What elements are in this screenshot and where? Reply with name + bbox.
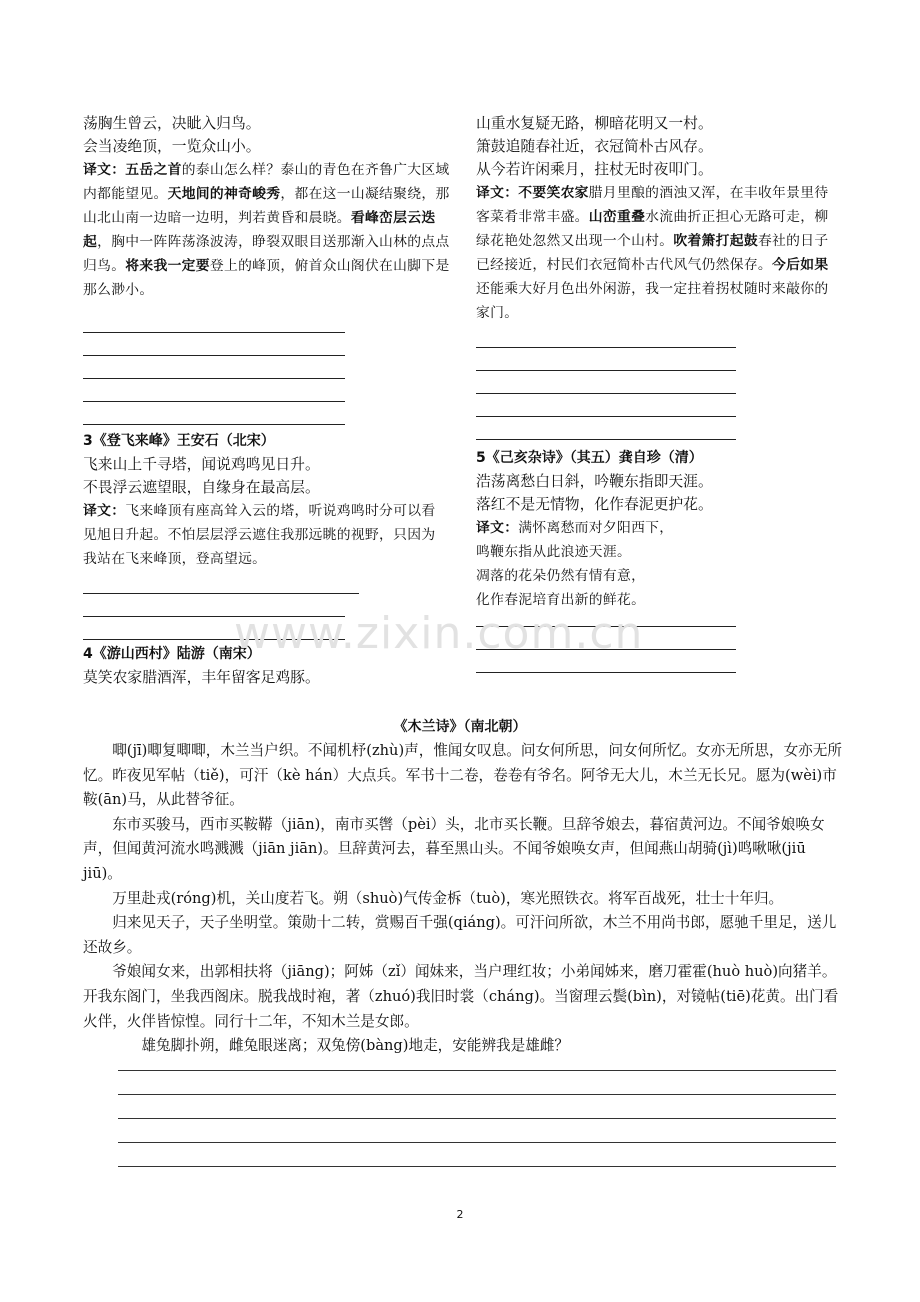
answer-line — [83, 316, 345, 333]
translation-emphasis: 译文： — [83, 503, 126, 519]
poem-paragraph: 万里赴戎(róng)机，关山度若飞。朔（shuò)气传金柝（tuò)，寒光照铁衣。将军百战死，壮士十年归。 — [112, 889, 784, 907]
poem-paragraph: 东市买骏马，西市买鞍鞯（jiān)，南市买辔（pèi）头，北市买长鞭。旦辞爷娘去，暮宿黄河边。不闻爷娘唤女声，但闻黄河流水鸣溅溅（jiān jiān)。旦辞黄河去，暮至黑山头。不闻爷娘唤女声，但闻燕山胡骑(jì)鸣啾啾(jiū jiū)。 — [83, 815, 825, 882]
poem-title: 4《游山西村》陆游（南宋） — [83, 646, 261, 662]
translation-emphasis: 将来我一定要 — [125, 258, 210, 274]
answer-line — [476, 394, 736, 417]
translation-text: 飞来峰顶有座高耸入云的塔，听说鸡鸣时分可以看见旭日升起。不怕层层浮云遮住我那远眺的视野，只因为我站在飞来峰顶，登高望远。 — [83, 503, 436, 567]
translation-emphasis: 吹着箫打起鼓 — [673, 233, 758, 249]
poem-title: 5《己亥杂诗》（其五）龚自珍（清） — [476, 450, 703, 466]
poem-line: 不畏浮云遮望眼，自缘身在最高层。 — [83, 479, 320, 496]
translation-emphasis: 天地间的神奇峻秀 — [167, 186, 281, 202]
translation-text: 的泰山怎么样？泰山的青色在齐鲁广大区域内都能望见。 — [83, 162, 450, 202]
translation-label: 译文： — [476, 520, 519, 536]
translation-text: ，胸中一阵阵荡涤波涛，睁裂双眼目送那渐入山林的点点归鸟。 — [83, 234, 450, 274]
answer-line — [83, 356, 345, 379]
poem-title: 3《登飞来峰》王安石（北宋） — [83, 433, 275, 449]
left-column — [83, 112, 463, 689]
answer-line — [476, 417, 736, 440]
poem-line: 浩荡离愁白日斜，吟鞭东指即天涯。 — [476, 473, 713, 490]
translation-line: 满怀离愁而对夕阳西下， — [518, 520, 674, 536]
poem-line: 从今若许闲乘月，拄杖无时夜叩门。 — [476, 161, 713, 178]
translation-text: 水流曲折正担心无路可走，柳绿花艳处忽然又出现一个山村。 — [476, 209, 829, 249]
translation-line: 凋落的花朵仍然有情有意， — [476, 568, 646, 584]
translation-emphasis: 今后如果 — [772, 257, 829, 273]
poem-line: 飞来山上千寻塔，闻说鸡鸣见日升。 — [83, 456, 320, 473]
page-number: 2 — [456, 1208, 464, 1221]
translation-text: 春社的日子已经接近，村民们衣冠简朴古代风气仍然保存。 — [476, 233, 829, 273]
poem-line: 荡胸生曾云，决眦入归鸟。 — [83, 115, 261, 132]
answer-lines — [118, 1070, 836, 1167]
translation-line: 化作春泥培育出新的鲜花。 — [476, 592, 646, 608]
answer-line — [83, 402, 345, 425]
translation — [83, 499, 443, 571]
answer-line — [83, 333, 345, 356]
translation — [476, 516, 856, 540]
translation-text: 还能乘大好月色出外闲游，我一定拄着拐杖随时来敲你的家门。 — [476, 281, 829, 321]
poem-paragraph: 雄兔脚扑朔，雌兔眼迷离；双兔傍(bàng)地走，安能辨我是雄雌？ — [141, 1037, 570, 1055]
poem-line: 山重水复疑无路，柳暗花明又一村。 — [476, 115, 713, 132]
answer-line — [476, 348, 736, 371]
translation-line: 鸣鞭东指从此浪迹天涯。 — [476, 544, 632, 560]
answer-line — [83, 571, 359, 594]
watermark: www.zixin.com.cn — [234, 608, 644, 659]
poem-line: 落红不是无情物，化作春泥更护花。 — [476, 496, 713, 513]
answer-line — [476, 331, 736, 348]
translation-text: 腊月里酿的酒浊又浑，在丰收年景里待客菜肴非常丰盛。 — [476, 185, 829, 225]
translation-emphasis: 译文：五岳之首 — [83, 162, 182, 178]
translation-text: 登上的峰顶，俯首众山阁伏在山脚下是那么渺小。 — [83, 258, 450, 298]
translation — [476, 181, 838, 325]
answer-line — [118, 1119, 836, 1143]
answer-line — [476, 371, 736, 394]
answer-line — [118, 1071, 836, 1095]
poem-line: 箫鼓追随春社近，衣冠简朴古风存。 — [476, 138, 713, 155]
translation-emphasis: 山峦重叠 — [588, 209, 646, 225]
right-column — [476, 112, 856, 673]
poem-paragraph: 唧(jī)唧复唧唧，木兰当户织。不闻机杼(zhù)声，惟闻女叹息。问女何所思，问女何所忆。女亦无所思，女亦无所忆。昨夜见军帖（tiě)，可汗（kè hán）大点兵。军书十二卷，卷卷有爷名。阿爷无大儿，木兰无长兄。愿为(wèi)市鞍(ān)马，从此替爷征。 — [83, 742, 842, 809]
poem-line: 会当凌绝顶，一览众山小。 — [83, 138, 261, 155]
answer-line — [118, 1143, 836, 1167]
mulan-poem — [83, 739, 843, 1059]
translation-emphasis: 译文：不要笑农家 — [476, 185, 589, 201]
section-title: 《木兰诗》（南北朝） — [393, 719, 527, 735]
poem-line: 莫笑农家腊酒浑，丰年留客足鸡豚。 — [83, 669, 320, 686]
translation — [83, 158, 455, 302]
poem-paragraph: 爷娘闻女来，出郭相扶将（jiāng)；阿姊（zǐ）闻妹来，当户理红妆；小弟闻姊来，磨刀霍霍(huò huò)向猪羊。开我东阁门，坐我西阁床。脱我战时袍，著（zhuó)我旧时裳（cháng)。当窗理云鬓(bìn)，对镜帖(tiē)花黄。出门看火伴，火伴皆惊惶。同行十二年，不知木兰是女郎。 — [83, 963, 839, 1030]
translation-text: ，都在这一山凝结聚绕，那山北山南一边暗一边明，判若黄昏和晨晓。 — [83, 186, 450, 226]
translation-emphasis: 看峰峦层云迭起 — [83, 210, 436, 250]
poem-paragraph: 归来见天子，天子坐明堂。策勋十二转，赏赐百千强(qiáng)。可汗问所欲，木兰不用尚书郎，愿驰千里足，送儿还故乡。 — [83, 914, 837, 956]
answer-line — [83, 379, 345, 402]
answer-line — [118, 1095, 836, 1119]
